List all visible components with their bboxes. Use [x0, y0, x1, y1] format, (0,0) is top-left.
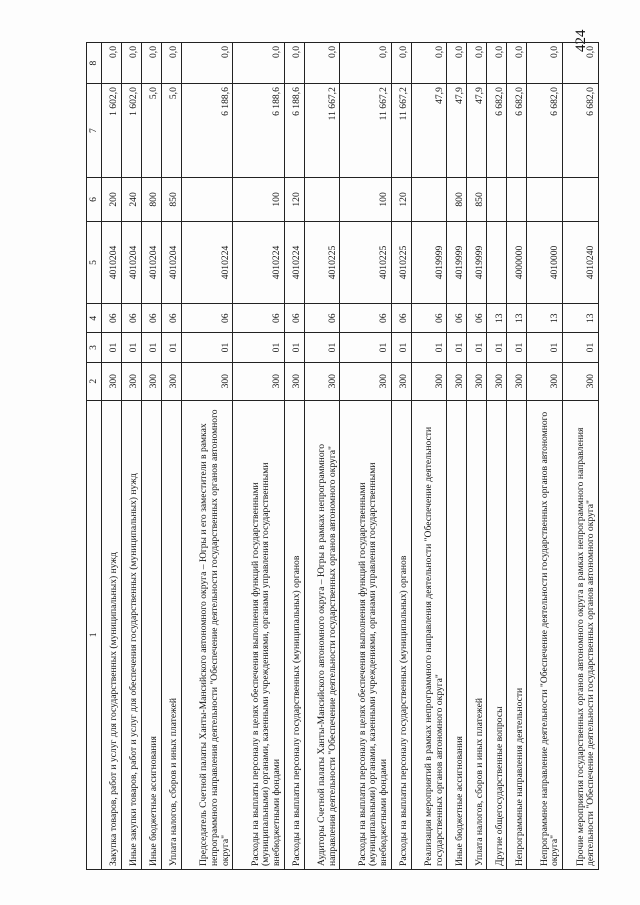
table-row [122, 43, 142, 870]
value-cell-c3: 01 [233, 333, 284, 362]
row-label-cell: Расходы на выплаты персоналу государственных (муниципальных) органов [391, 400, 411, 869]
value-cell-c7: 5,0 [162, 84, 182, 178]
value-cell-c2: 300 [447, 362, 467, 400]
value-cell-c4: 06 [411, 304, 447, 333]
value-cell-c4: 06 [233, 304, 284, 333]
table-row [467, 43, 487, 870]
value-cell-c7: 6 682,0 [527, 84, 563, 178]
value-cell-c2: 300 [102, 362, 122, 400]
value-cell-c6 [182, 177, 233, 221]
value-cell-c2: 300 [182, 362, 233, 400]
row-label-cell: Непрограммные направления деятельности [507, 400, 527, 869]
column-header: 7 [87, 84, 102, 178]
table-header-row [87, 43, 102, 870]
value-cell-c4: 06 [142, 304, 162, 333]
value-cell-c5: 4010224 [182, 221, 233, 303]
column-header: 2 [87, 362, 102, 400]
value-cell-c4: 06 [182, 304, 233, 333]
table-row [162, 43, 182, 870]
value-cell-c8: 0,0 [284, 43, 304, 84]
row-label-cell: Аудиторы Счетной палаты Ханты-Мансийского автономного округа – Югры в рамках непрограммного направления деятельности "Обеспечение деятельности государственных органов автономного округа" [304, 400, 340, 869]
value-cell-c6: 850 [162, 177, 182, 221]
value-cell-c5: 4010204 [102, 221, 122, 303]
value-cell-c4: 06 [340, 304, 391, 333]
row-label-cell: Иные закупки товаров, работ и услуг для обеспечения государственных (муниципальных) нужд [122, 400, 142, 869]
row-label-cell: Непрограммное направление деятельности "Обеспечение деятельности государственных органов автономного округа" [527, 400, 563, 869]
column-header: 4 [87, 304, 102, 333]
value-cell-c8: 0,0 [182, 43, 233, 84]
value-cell-c8: 0,0 [527, 43, 563, 84]
value-cell-c3: 01 [391, 333, 411, 362]
value-cell-c8: 0,0 [233, 43, 284, 84]
value-cell-c8: 0,0 [487, 43, 507, 84]
value-cell-c7: 47,9 [411, 84, 447, 178]
table-row [447, 43, 467, 870]
value-cell-c5: 4010240 [563, 221, 599, 303]
table-body [102, 43, 599, 870]
table-row [304, 43, 340, 870]
row-label-cell: Прочие мероприятия государственных органов автономного округа в рамках непрограммного направления деятельности "Обеспечение деятельности государственных органов автономного округа" [563, 400, 599, 869]
value-cell-c6: 200 [102, 177, 122, 221]
value-cell-c2: 300 [507, 362, 527, 400]
value-cell-c8: 0,0 [102, 43, 122, 84]
value-cell-c8: 0,0 [563, 43, 599, 84]
value-cell-c6 [304, 177, 340, 221]
value-cell-c8: 0,0 [411, 43, 447, 84]
value-cell-c3: 01 [507, 333, 527, 362]
value-cell-c3: 01 [304, 333, 340, 362]
value-cell-c5: 4010225 [304, 221, 340, 303]
table-row [391, 43, 411, 870]
value-cell-c6: 100 [233, 177, 284, 221]
value-cell-c5: 4019999 [467, 221, 487, 303]
value-cell-c4: 06 [122, 304, 142, 333]
value-cell-c5: 4010224 [284, 221, 304, 303]
value-cell-c5: 4010224 [233, 221, 284, 303]
value-cell-c7: 1 602,0 [102, 84, 122, 178]
value-cell-c3: 01 [102, 333, 122, 362]
table-row [487, 43, 507, 870]
value-cell-c6 [507, 177, 527, 221]
value-cell-c6 [487, 177, 507, 221]
value-cell-c7: 6 682,0 [487, 84, 507, 178]
value-cell-c4: 06 [162, 304, 182, 333]
value-cell-c6 [411, 177, 447, 221]
value-cell-c5: 4010225 [391, 221, 411, 303]
value-cell-c7: 6 682,0 [507, 84, 527, 178]
value-cell-c2: 300 [411, 362, 447, 400]
value-cell-c7: 47,9 [447, 84, 467, 178]
value-cell-c2: 300 [233, 362, 284, 400]
value-cell-c7: 11 667,2 [391, 84, 411, 178]
row-label-cell: Другие общегосударственные вопросы [487, 400, 507, 869]
value-cell-c6: 120 [391, 177, 411, 221]
budget-table [86, 42, 599, 870]
column-header: 6 [87, 177, 102, 221]
value-cell-c3: 01 [182, 333, 233, 362]
value-cell-c7: 6 682,0 [563, 84, 599, 178]
value-cell-c6: 800 [142, 177, 162, 221]
value-cell-c3: 01 [284, 333, 304, 362]
table-row [507, 43, 527, 870]
row-label-cell: Расходы на выплаты персоналу в целях обеспечения выполнения функций государственными (муниципальными) органами, казенными учреждениями, органами управления государственными внебюджетными фондами [340, 400, 391, 869]
row-label-cell: Расходы на выплаты персоналу в целях обеспечения выполнения функций государственными (муниципальными) органами, казенными учреждениями, органами управления государственными внебюджетными фондами [233, 400, 284, 869]
value-cell-c4: 06 [447, 304, 467, 333]
column-header: 1 [87, 400, 102, 869]
value-cell-c4: 06 [284, 304, 304, 333]
table-row [102, 43, 122, 870]
value-cell-c4: 06 [391, 304, 411, 333]
value-cell-c2: 300 [391, 362, 411, 400]
value-cell-c7: 6 188,6 [182, 84, 233, 178]
row-label-cell: Реализация мероприятий в рамках непрограммного направления деятельности "Обеспечение деятельности государственных органов автономного округа" [411, 400, 447, 869]
row-label-cell: Уплата налогов, сборов и иных платежей [467, 400, 487, 869]
value-cell-c7: 5,0 [142, 84, 162, 178]
value-cell-c5: 4019999 [447, 221, 467, 303]
value-cell-c3: 01 [527, 333, 563, 362]
value-cell-c6: 850 [467, 177, 487, 221]
value-cell-c2: 300 [284, 362, 304, 400]
value-cell-c2: 300 [563, 362, 599, 400]
value-cell-c3: 01 [563, 333, 599, 362]
value-cell-c2: 300 [487, 362, 507, 400]
value-cell-c6 [563, 177, 599, 221]
value-cell-c5: 4010204 [122, 221, 142, 303]
row-label-cell: Иные бюджетные ассигнования [447, 400, 467, 869]
table-row [411, 43, 447, 870]
value-cell-c6: 800 [447, 177, 467, 221]
value-cell-c3: 01 [340, 333, 391, 362]
value-cell-c3: 01 [122, 333, 142, 362]
value-cell-c6: 120 [284, 177, 304, 221]
value-cell-c6: 240 [122, 177, 142, 221]
table-row [142, 43, 162, 870]
value-cell-c4: 13 [487, 304, 507, 333]
value-cell-c8: 0,0 [162, 43, 182, 84]
column-header: 5 [87, 221, 102, 303]
value-cell-c7: 11 667,2 [304, 84, 340, 178]
table-row [563, 43, 599, 870]
table-row [182, 43, 233, 870]
value-cell-c3: 01 [467, 333, 487, 362]
value-cell-c6 [527, 177, 563, 221]
value-cell-c3: 01 [142, 333, 162, 362]
value-cell-c7: 6 188,6 [284, 84, 304, 178]
value-cell-c8: 0,0 [122, 43, 142, 84]
value-cell-c8: 0,0 [447, 43, 467, 84]
value-cell-c7: 11 667,2 [340, 84, 391, 178]
value-cell-c7: 6 188,6 [233, 84, 284, 178]
value-cell-c2: 300 [162, 362, 182, 400]
row-label-cell: Расходы на выплаты персоналу государственных (муниципальных) органов [284, 400, 304, 869]
table-row [527, 43, 563, 870]
value-cell-c4: 06 [467, 304, 487, 333]
value-cell-c4: 13 [507, 304, 527, 333]
column-header: 8 [87, 43, 102, 84]
value-cell-c5: 4010225 [340, 221, 391, 303]
page-number: 424 [573, 29, 589, 52]
value-cell-c8: 0,0 [391, 43, 411, 84]
value-cell-c5: 4010204 [162, 221, 182, 303]
table-row [233, 43, 284, 870]
value-cell-c8: 0,0 [304, 43, 340, 84]
value-cell-c4: 06 [102, 304, 122, 333]
value-cell-c6: 100 [340, 177, 391, 221]
table-row [340, 43, 391, 870]
value-cell-c5 [487, 221, 507, 303]
value-cell-c2: 300 [142, 362, 162, 400]
value-cell-c7: 47,9 [467, 84, 487, 178]
value-cell-c2: 300 [340, 362, 391, 400]
value-cell-c2: 300 [467, 362, 487, 400]
row-label-cell: Председатель Счетной палаты Ханты-Мансийского автономного округа – Югры и его заместители в рамках непрограммного направления деятельности "Обеспечение деятельности государственных органов автономного округа" [182, 400, 233, 869]
row-label-cell: Закупка товаров, работ и услуг для государственных (муниципальных) нужд [102, 400, 122, 869]
value-cell-c5: 4010204 [142, 221, 162, 303]
value-cell-c7: 1 602,0 [122, 84, 142, 178]
column-header: 3 [87, 333, 102, 362]
value-cell-c2: 300 [304, 362, 340, 400]
value-cell-c4: 06 [304, 304, 340, 333]
value-cell-c3: 01 [487, 333, 507, 362]
value-cell-c8: 0,0 [142, 43, 162, 84]
value-cell-c3: 01 [411, 333, 447, 362]
value-cell-c5: 4010000 [527, 221, 563, 303]
value-cell-c5: 4019999 [411, 221, 447, 303]
value-cell-c3: 01 [162, 333, 182, 362]
value-cell-c4: 13 [563, 304, 599, 333]
value-cell-c4: 13 [527, 304, 563, 333]
rotated-table-wrapper [86, 42, 599, 870]
value-cell-c3: 01 [447, 333, 467, 362]
row-label-cell: Уплата налогов, сборов и иных платежей [162, 400, 182, 869]
value-cell-c5: 4000000 [507, 221, 527, 303]
table-row [284, 43, 304, 870]
value-cell-c2: 300 [527, 362, 563, 400]
value-cell-c8: 0,0 [340, 43, 391, 84]
value-cell-c2: 300 [122, 362, 142, 400]
value-cell-c8: 0,0 [507, 43, 527, 84]
value-cell-c8: 0,0 [467, 43, 487, 84]
row-label-cell: Иные бюджетные ассигнования [142, 400, 162, 869]
